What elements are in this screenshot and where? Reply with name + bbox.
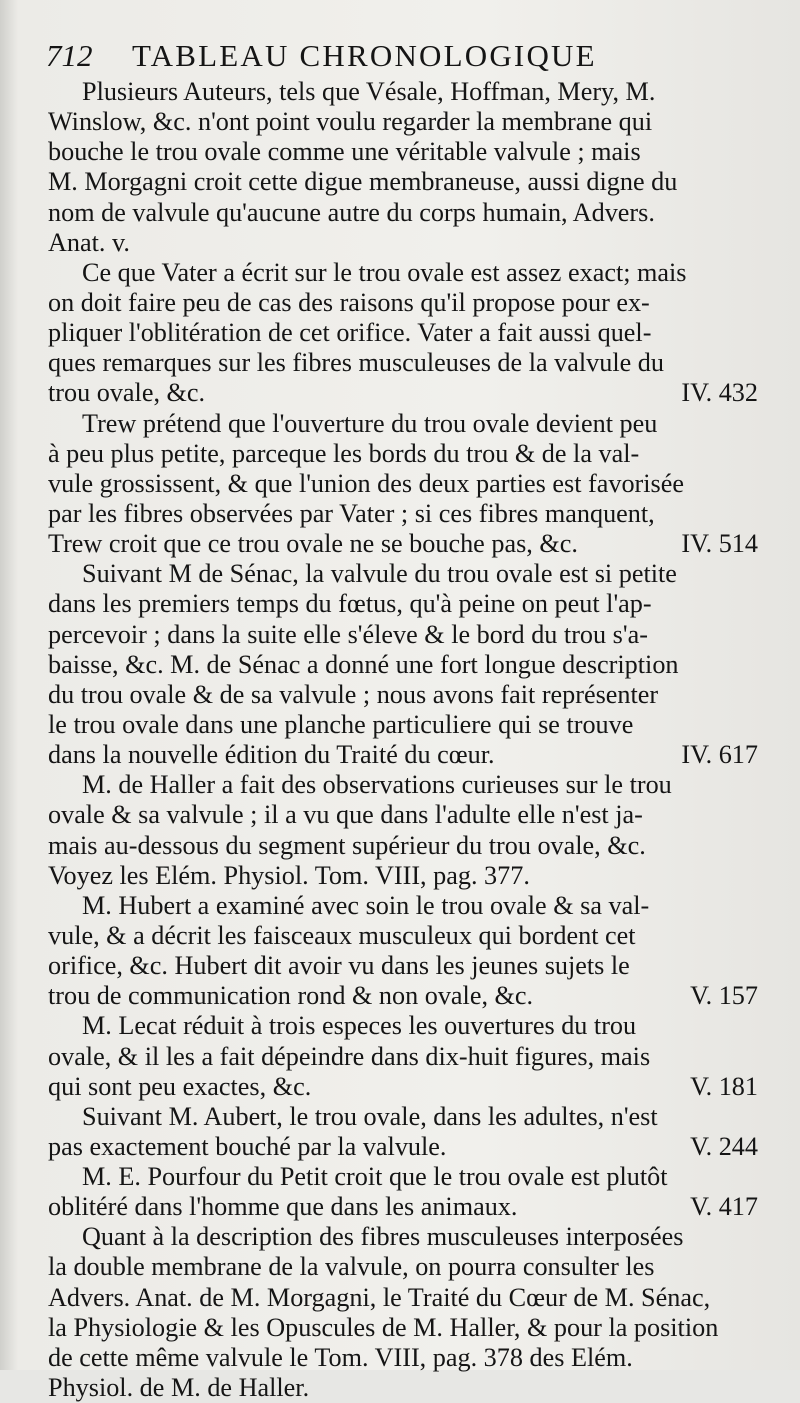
text-line: mais au-dessous du segment supérieur du trou ovale, &c. bbox=[48, 830, 646, 860]
text-line-with-reference bbox=[48, 1132, 758, 1162]
text-line: on doit faire peu de cas des raisons qu'il propose pour ex- bbox=[48, 287, 650, 317]
paragraph-haller bbox=[48, 770, 758, 891]
text-line: ques remarques sur les fibres musculeuses de la valvule du bbox=[48, 348, 664, 378]
text-line: ovale, & il les a fait dépeindre dans dix-huit figures, mais bbox=[48, 1041, 651, 1071]
text-line: le trou ovale dans une planche particuliere qui se trouve bbox=[48, 709, 634, 739]
text-line: nom de valvule qu'aucune autre du corps humain, Advers. bbox=[48, 197, 655, 227]
text-line: Voyez les Elém. Physiol. Tom. VIII, pag. 377. bbox=[48, 860, 530, 890]
paragraph-petit bbox=[48, 1162, 758, 1222]
text-line: Winslow, &c. n'ont point voulu regarder la membrane qui bbox=[48, 107, 653, 137]
paragraph-description-fibres bbox=[48, 1222, 758, 1403]
text-line: par les fibres observées par Vater ; si ces fibres manquent, bbox=[48, 498, 655, 528]
paragraph-lecat bbox=[48, 1011, 758, 1101]
text-line: trou ovale, &c. bbox=[48, 378, 206, 408]
text-line: qui sont peu exactes, &c. bbox=[48, 1071, 312, 1101]
text-line: M. E. Pourfour du Petit croit que le trou ovale est plutôt bbox=[82, 1162, 668, 1192]
text-line-with-reference bbox=[48, 1072, 758, 1102]
text-line: Suivant M. Aubert, le trou ovale, dans les adultes, n'est bbox=[82, 1101, 658, 1131]
paragraph-plusieurs-auteurs bbox=[48, 77, 758, 258]
text-line: la double membrane de la valvule, on pourra consulter les bbox=[48, 1252, 655, 1282]
volume-reference: IV. 617 bbox=[681, 740, 758, 770]
paragraph-senac bbox=[48, 559, 758, 770]
text-line: dans les premiers temps du fœtus, qu'à peine on peut l'ap- bbox=[48, 589, 652, 619]
text-line: dans la nouvelle édition du Traité du cœur. bbox=[48, 740, 495, 770]
volume-reference: IV. 514 bbox=[681, 529, 758, 559]
volume-reference: V. 417 bbox=[690, 1192, 758, 1222]
text-line: orifice, &c. Hubert dit avoir vu dans les jeunes sujets le bbox=[48, 951, 630, 981]
text-line: pliquer l'oblitération de cet orifice. Vater a fait aussi quel- bbox=[48, 318, 652, 348]
text-line-with-reference bbox=[48, 740, 758, 770]
paragraph-trew bbox=[48, 409, 758, 560]
page-header bbox=[40, 34, 780, 78]
text-line: ovale & sa valvule ; il a vu que dans l'adulte elle n'est ja- bbox=[48, 800, 643, 830]
text-line: trou de communication rond & non ovale, &c. bbox=[48, 981, 534, 1011]
text-line: vule grossissent, & que l'union des deux parties est favorisée bbox=[48, 468, 684, 498]
text-line: vule, & a décrit les faisceaux musculeux qui bordent cet bbox=[48, 920, 636, 950]
text-line: M. Hubert a examiné avec soin le trou ovale & sa val- bbox=[82, 890, 650, 920]
page-number: 712 bbox=[46, 38, 93, 73]
text-line: Ce que Vater a écrit sur le trou ovale est assez exact; mais bbox=[82, 257, 687, 287]
paragraph-aubert bbox=[48, 1102, 758, 1162]
text-line: Trew prétend que l'ouverture du trou ovale devient peu bbox=[82, 408, 658, 438]
volume-reference: V. 181 bbox=[690, 1071, 758, 1101]
text-line: de cette même valvule le Tom. VIII, pag. 378 des Elém. bbox=[48, 1342, 633, 1372]
running-title: TABLEAU CHRONOLOGIQUE bbox=[132, 38, 597, 73]
text-line-with-reference bbox=[48, 1192, 758, 1222]
text-line: Advers. Anat. de M. Morgagni, le Traité du Cœur de M. Sénac, bbox=[48, 1282, 711, 1312]
text-line: la Physiologie & les Opuscules de M. Haller, & pour la position bbox=[48, 1312, 719, 1342]
paragraph-vater bbox=[48, 258, 758, 409]
paragraph-hubert bbox=[48, 891, 758, 1012]
text-line: Anat. v. bbox=[48, 227, 130, 257]
text-line: Plusieurs Auteurs, tels que Vésale, Hoffman, Mery, M. bbox=[82, 77, 656, 106]
page-body bbox=[48, 77, 758, 1403]
volume-reference: V. 244 bbox=[690, 1131, 758, 1161]
text-line: baisse, &c. M. de Sénac a donné une fort longue description bbox=[48, 649, 679, 679]
text-line: percevoir ; dans la suite elle s'éleve & le bord du trou s'a- bbox=[48, 619, 648, 649]
text-line: pas exactement bouché par la valvule. bbox=[48, 1131, 447, 1161]
text-line-with-reference bbox=[48, 378, 758, 408]
text-line: oblitéré dans l'homme que dans les animaux. bbox=[48, 1192, 518, 1222]
text-line: à peu plus petite, parceque les bords du trou & de la val- bbox=[48, 438, 640, 468]
text-line: bouche le trou ovale comme une véritable valvule ; mais bbox=[48, 137, 641, 167]
text-line: Suivant M de Sénac, la valvule du trou ovale est si petite bbox=[82, 559, 677, 589]
text-line: M. Lecat réduit à trois especes les ouvertures du trou bbox=[82, 1011, 637, 1041]
text-line: Physiol. de M. de Haller. bbox=[48, 1373, 310, 1403]
text-line-with-reference bbox=[48, 529, 758, 559]
text-line: Trew croit que ce trou ovale ne se bouche pas, &c. bbox=[48, 529, 578, 559]
text-line: Quant à la description des fibres musculeuses interposées bbox=[82, 1222, 684, 1252]
text-line: M. de Haller a fait des observations curieuses sur le trou bbox=[82, 770, 672, 800]
text-line-with-reference bbox=[48, 981, 758, 1011]
volume-reference: IV. 432 bbox=[681, 378, 758, 408]
text-line: du trou ovale & de sa valvule ; nous avons fait représenter bbox=[48, 679, 659, 709]
text-line: M. Morgagni croit cette digue membraneuse, aussi digne du bbox=[48, 167, 678, 197]
volume-reference: V. 157 bbox=[690, 981, 758, 1011]
